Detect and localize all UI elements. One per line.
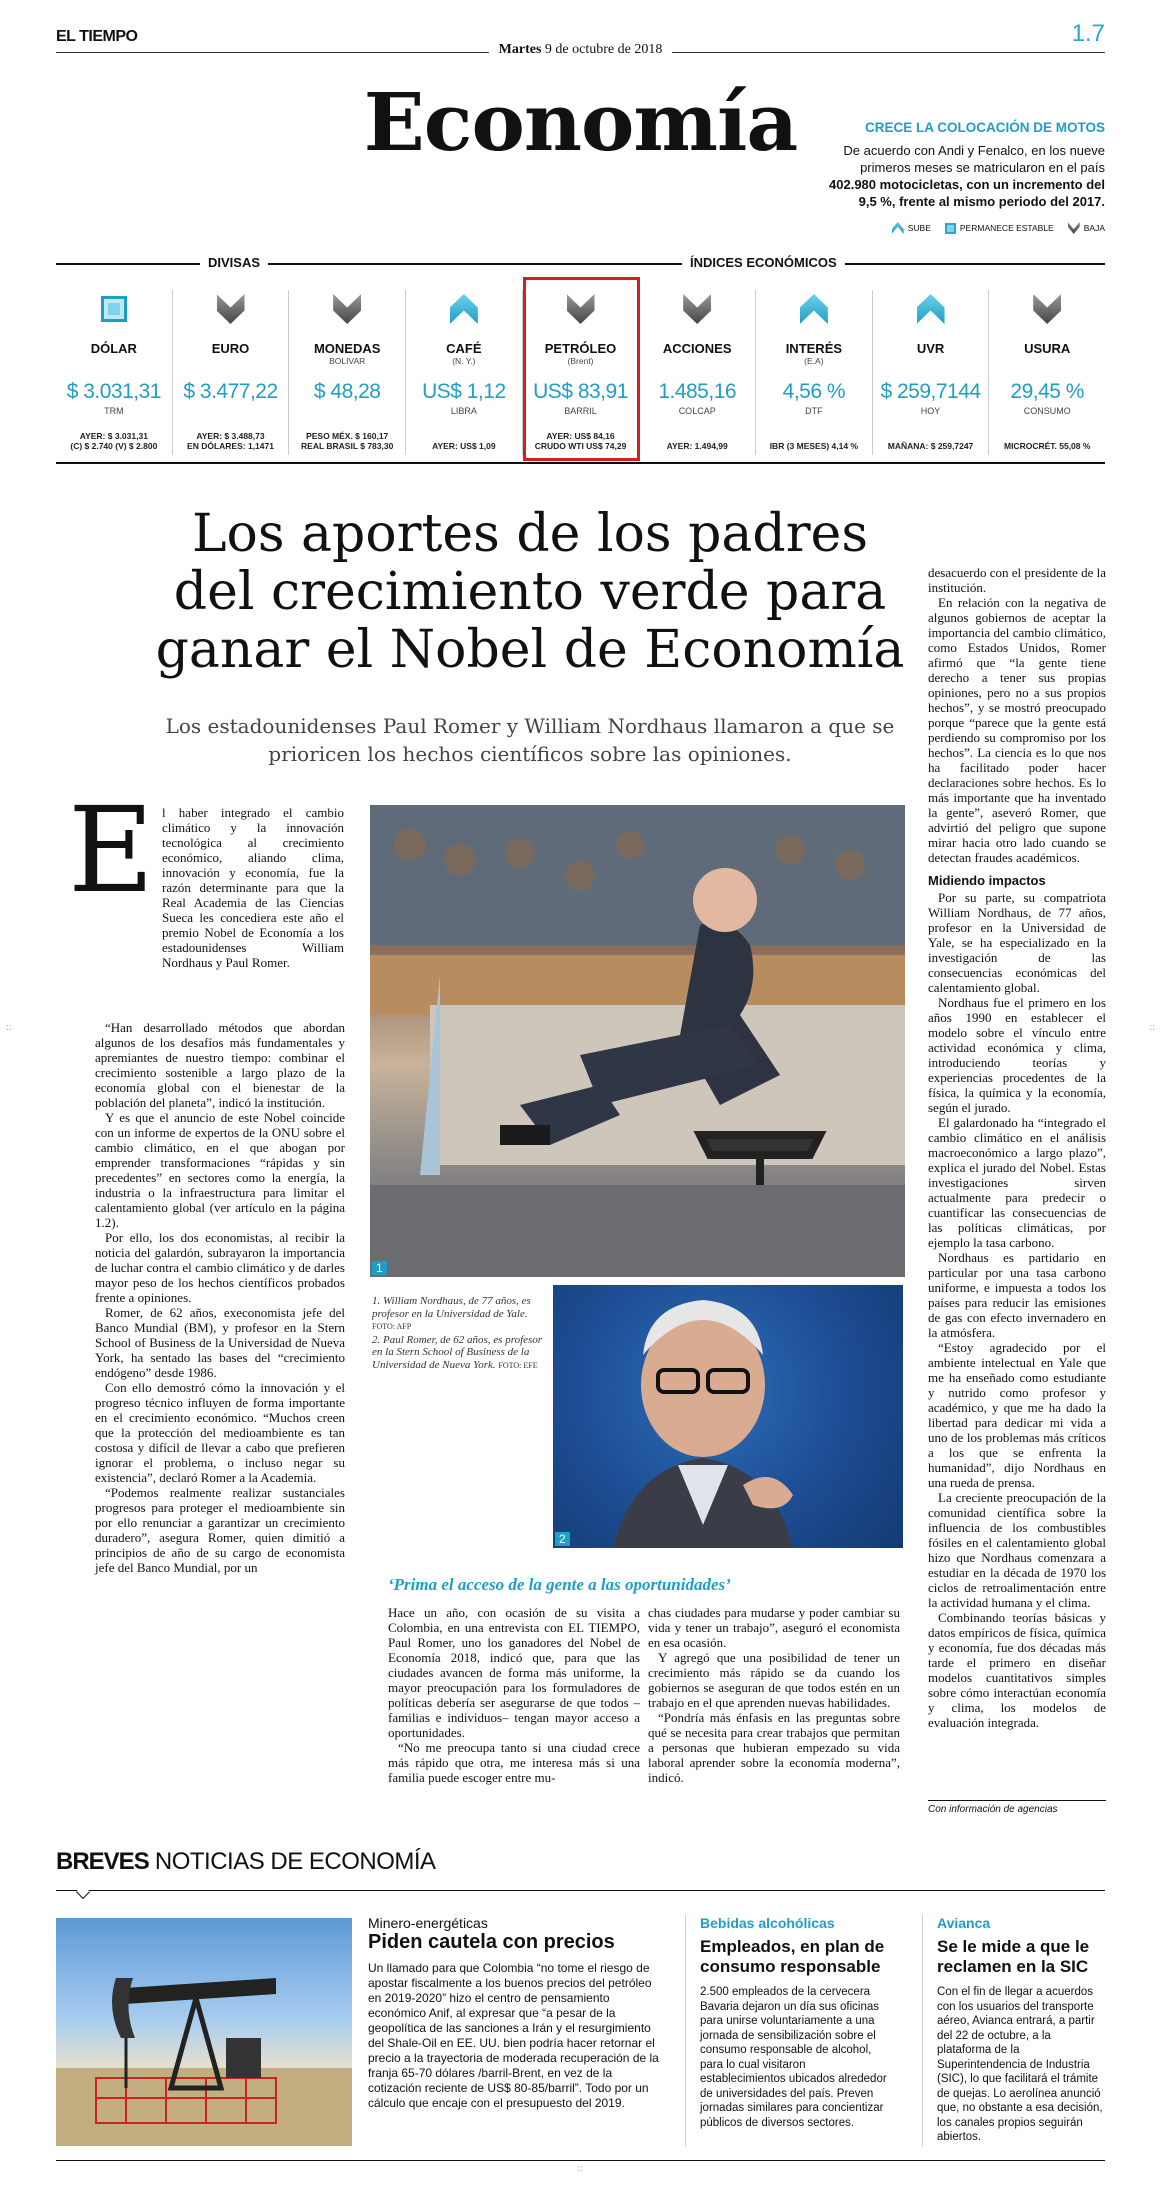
section-title: Economía (363, 75, 798, 169)
indicator-name: UVR (916, 341, 945, 356)
indicator-subname (873, 356, 989, 366)
indicator-unit: BARRIL (564, 406, 597, 416)
indicator-unit: LIBRA (450, 406, 477, 416)
indicator-name: INTERÉS (785, 341, 843, 356)
legend-sube: SUBE (892, 222, 931, 234)
page-number: 1.7 (1071, 20, 1105, 47)
romer-illustration (553, 1285, 903, 1548)
indicator-usura (988, 290, 1105, 455)
indicator-name: USURA (1024, 341, 1071, 356)
indicator-name: ACCIONES (662, 341, 732, 356)
indicator-footnote: AYER: 1.494,99 (666, 441, 728, 451)
indicator-interes (755, 290, 872, 455)
legend-estable: PERMANECE ESTABLE (945, 222, 1054, 234)
indicators-bottom-rule (56, 462, 1105, 464)
brief-mineroenergeticas (368, 1915, 668, 2111)
indicator-value: $ 3.477,22 (183, 380, 278, 403)
oil-pump-illustration (56, 1918, 352, 2146)
brief-kicker: Minero-energéticas (368, 1915, 488, 1931)
indicator-subname (639, 356, 755, 366)
indicator-value: $ 48,28 (313, 380, 381, 403)
brief-text: 2.500 empleados de la cervecera Bavaria dejaron un día sus oficinas para unirse voluntariamente a una jornada de sensibilización sobre el consumo responsable de alcohol, para lo cual visitaron establecimientos ubicados alrededor de universidades del país. Preven jornadas similares para concientizar públicos de diversos sectores. (700, 1986, 887, 2129)
brief-bebidas (700, 1915, 890, 2130)
indicator-name: MONEDAS (313, 341, 381, 356)
breves-notch (76, 1885, 90, 1899)
indices-label: ÍNDICES ECONÓMICOS (682, 255, 845, 270)
indicator-subname: BOLIVAR (329, 356, 366, 366)
column-subhead: Midiendo impactos (928, 873, 1046, 888)
arrow-down-icon (1033, 294, 1061, 324)
photo-captions: 1. William Nordhaus, de 77 años, es profesor en la Universidad de Yale. FOTO: AFP 2. Paul Romer, de 62 años, es profesor en la Stern School of Business de la Universidad de Nueva York. FOTO: EFE (372, 1295, 543, 1371)
article-column-1: “Han desarrollado métodos que abordan algunos de los desafíos más fundamentales y apremiantes de nuestro tiempo: combinar el crecimiento sostenible a largo plazo de la economía global con el bienestar de la población del planeta”, indicó la institución. Y es que el anuncio de este Nobel coincide con un informe de expertos de la ONU sobre el cambio climático, en el que abogan por emprender transformaciones “rápidas y sin precedentes” en sectores como la energía, la industria o la infraestructura para limitar el calentamiento global (ver artículo en la página 1.2). Por ello, los dos economistas, al recibir la noticia del galardón, subrayaron la importancia de luchar contra el cambio climático y de darles mayor peso de los hechos científicos probados frente a opiniones. Romer, de 62 años, execonomista jefe del Banco Mundial (BM), y profesor en la Stern School of Business de la Universidad de Nueva York, ha sentado las bases del “crecimiento endógeno” desde 1986. Con ello demostró cómo la innovación y el progreso técnico influyen de forma importante en el crecimiento económico. “Muchos creen que la protección del medioambiente es tan costosa y difícil de llevar a cabo que prefieren ignorar el problema, o incluso negar su existencia”, declaró Romer a la Academia. “Podemos realmente realizar sustanciales progresos para proteger el medioambiente sin por ello renunciar a garantizar un crecimiento duradero”, asegura Romer, quien dimitió a principios de año de su cargo de economista jefe del Banco Mundial, por un (95, 1020, 345, 1575)
indicator-footnote: MICROCRÉT. 55,08 % (1003, 441, 1091, 451)
indicator-footnote: IBR (3 MESES) 4,14 % (769, 441, 859, 451)
indicator-acciones (638, 290, 755, 455)
brief-title: Empleados, en plan de consumo responsable (700, 1937, 885, 1976)
indicator-value: US$ 1,12 (422, 380, 506, 403)
indicator-monedas (288, 290, 405, 455)
indicator-name: CAFÉ (446, 341, 482, 356)
indicator-footnote: AYER: US$ 1,09 (432, 441, 496, 451)
indicator-name: EURO (211, 341, 250, 356)
indicator-uvr (872, 290, 989, 455)
photo-number-1: 1 (372, 1261, 387, 1275)
petroleo-highlight-box (523, 277, 640, 461)
indicator-value: $ 3.031,31 (66, 380, 161, 403)
motos-note-text: De acuerdo con Andi y Fenalco, en los nueve primeros meses se matricularon en el país 402.980 motocicletas, con un incremento del 9,5 %, frente al mismo periodo del 2017. (829, 143, 1105, 209)
indicator-value: 1.485,16 (658, 380, 737, 403)
indicator-subname (173, 356, 289, 366)
breves-rule (56, 1890, 1105, 1891)
indicator-unit: TRM (104, 406, 124, 416)
trend-legend (820, 222, 1105, 234)
indicator-unit: CONSUMO (1023, 406, 1071, 416)
indicator-footnote: MAÑANA: $ 259,7247 (887, 441, 974, 451)
indicator-unit: DTF (805, 406, 823, 416)
photo-number-2: 2 (555, 1532, 570, 1546)
arrow-down-icon (217, 294, 245, 324)
agencies-credit: Con información de agencias (928, 1800, 1106, 1815)
indicator-subname: (E.A) (804, 356, 824, 366)
drop-cap: E (68, 781, 155, 919)
article-lead: l haber integrado el cambio climático y la innovación tecnológica al crecimiento económico, aliando clima, innovación y economía, fue la razón determinante para que la Real Academia de las Ciencias Sueca les concediera este año el premio Nobel de Economía a los estadounidenses William Nordhaus y Paul Romer. (162, 805, 344, 970)
indicator-footnote: PESO MÉX. $ 160,17 REAL BRASIL $ 783,30 (301, 431, 394, 451)
oil-pump-photo (56, 1918, 352, 2146)
brief-title: Se le mide a que le reclamen en la SIC (937, 1937, 1090, 1976)
square-stable-icon (101, 296, 127, 322)
arrow-down-icon (1068, 222, 1080, 234)
article-headline: Los aportes de los padres del crecimiento verde para ganar el Nobel de Economía (155, 504, 905, 680)
brief-separator (922, 1915, 923, 2147)
indicator-footnote: AYER: $ 3.031,31 (C) $ 2.740 (V) $ 2.800 (70, 431, 158, 451)
indicator-value: $ 259,7144 (880, 380, 981, 403)
indicator-subname: (Brent) (567, 356, 594, 366)
brief-kicker: Avianca (937, 1915, 991, 1931)
article-column-2a: Hace un año, con ocasión de su visita a Colombia, en una entrevista con EL TIEMPO, Paul Romer, uno los ganadores del Nobel de Economía 2018, indicó que, para que las ciudades avancen de forma más uniforme, la mayor preocupación para los formuladores de políticas debería ser asegurarse de que todos –familias e individuos– tengan mayor acceso a oportunidades. “No me preocupa tanto si una ciudad crece más rápido que otra, me interesa más si una familia puede escoger entre mu- (388, 1605, 640, 1785)
photo-romer (553, 1285, 903, 1548)
indicator-value: US$ 83,91 (533, 380, 628, 403)
breves-title: BREVES NOTICIAS DE ECONOMÍA (56, 1848, 436, 1875)
indicator-subname (56, 356, 172, 366)
motos-note-title: CRECE LA COLOCACIÓN DE MOTOS (864, 120, 1105, 135)
photo-nordhaus (370, 805, 905, 1277)
arrow-down-icon (683, 294, 711, 324)
fold-mark-bottom: :: (577, 2163, 583, 2174)
indicator-unit: COLCAP (678, 406, 716, 416)
fold-mark-left: :: (6, 1022, 12, 1033)
arrow-up-icon (450, 294, 478, 324)
issue-date: Martes 9 de octubre de 2018 (0, 42, 1161, 58)
article-column-3: desacuerdo con el presidente de la institución. En relación con la negativa de algunos gobiernos de aceptar la importancia del cambio climático, como Estados Unidos, Romer afirmó que “la gente tiene derecho a tener sus propias opiniones, pero no a sus propios hechos”, y se mostró preocupado porque “parece que la gente está perdiendo su compromiso por los hechos”. La ciencia es lo que nos ha facilitado poder hacer declaraciones sobre hechos. Es lo más importante que ha inventado la gente”, aseveró Romer, que advirtió del peligro que supone mirar hacia otro lado cuando se detectan fraudes académicos. Midiendo impactos Por su parte, su compatriota William Nordhaus, de 77 años, profesor en la Universidad de Yale, se ha especializado en la investigación de las consecuencias económicas del calentamiento global. Nordhaus fue el primero en los años 1990 en establecer el modelo sobre el vínculo entre actividad económica y clima, introduciendo teorías y experiencias procedentes de la física, la química y la economía, según el jurado. El galardonado ha “integrado el cambio climático en el análisis macroeconómico a largo plazo”, explica el jurado del Nobel. Estas investigaciones sirven actualmente para predecir o cuantificar las consecuencias de las políticas climáticas, por ejemplo la tasa carbono. Nordhaus es partidario en particular por una tasa carbono uniforme, e impuesta a todos los países para reducir las emisiones de gas con efecto invernadero en la atmósfera. “Estoy agradecido por el ambiente intelectual en Yale que me ha enseñado como estudiante y nutrido como profesor y académico, y que me ha dado la libertad para dedicar mi vida a uno de los problemas más críticos a los que se enfrenta la humanidad”, dijo Nordhaus en una rueda de prensa. La creciente preocupación de la comunidad científica sobre la influencia de los combustibles fósiles en el calentamiento global hizo que Nordhaus comenzara a estudiar en la década de 1970 los ciclos de retroalimentación entre la actividad humana y el clima. Combinando teorías básicas y datos empíricos de física, química y economía, fue dos décadas más tarde el primero en diseñar modelos cuantitativos simples sobre cómo interactúan economía y clima, los modelos de evaluación integrada. (928, 565, 1106, 1730)
indicator-value: 29,45 % (1010, 380, 1084, 403)
arrow-up-icon (892, 222, 904, 234)
indicator-footnote: AYER: US$ 84,16 CRUDO WTI US$ 74,29 (534, 431, 627, 451)
article-column-2b: chas ciudades para mudarse y poder cambiar su vida y tener un trabajo”, aseguró el economista en esa ocasión. Y agregó que una posibilidad de tener un crecimiento más rápido se da cuando los gobiernos se aseguran de que todos estén en un trabajo en el que aprenden nuevas habilidades. “Pondría más énfasis en las preguntas sobre qué se necesita para crear trabajos que permitan a personas que hubieran empezado su vida laboral aprender sobre la economía moderna”, indicó. (648, 1605, 900, 1785)
square-stable-icon (945, 223, 956, 234)
brief-title: Piden cautela con precios (368, 1931, 615, 1953)
indicator-subname: (N. Y.) (452, 356, 476, 366)
subhead: ‘Prima el acceso de la gente a las oportunidades’ (388, 1575, 731, 1594)
indicator-name: PETRÓLEO (544, 341, 617, 356)
legend-baja: BAJA (1068, 222, 1105, 234)
indicator-cafe (405, 290, 522, 455)
brief-separator (685, 1915, 686, 2147)
brief-kicker: Bebidas alcohólicas (700, 1915, 835, 1931)
brief-text: Un llamado para que Colombia “no tome el riesgo de apostar fiscalmente a los buenos precios del petróleo en 2019-2020” hizo el centro de pensamiento económico Anif, al expresar que “a pesar de la geopolítica de las sanciones a Irán y el resurgimiento del Shale-Oil en EE. UU. bien podría hacer retornar el precio a la trayectoria de moderada recuperación de la franja 65-70 dólares /barril-Brent, en vez de la cotización reciente de US$ 80-85/barril”. Todo por un cálculo que encaje con el presupuesto del 2019. (368, 1961, 659, 2110)
arrow-up-icon (917, 294, 945, 324)
nordhaus-illustration (370, 805, 905, 1277)
page-bottom-rule (56, 2160, 1105, 2161)
indicator-unit: HOY (920, 406, 941, 416)
indicator-name: DÓLAR (90, 341, 137, 356)
newspaper-name: EL TIEMPO (56, 28, 138, 45)
article-deck: Los estadounidenses Paul Romer y William Nordhaus llamaron a que se prioricen los hechos científicos sobre las opiniones. (165, 714, 895, 766)
brief-avianca (937, 1915, 1107, 2145)
indicator-value: 4,56 % (782, 380, 846, 403)
arrow-up-icon (800, 294, 828, 324)
divisas-label: DIVISAS (200, 255, 268, 270)
indicator-euro (172, 290, 289, 455)
arrow-down-icon (333, 294, 361, 324)
indicator-dolar (56, 290, 172, 455)
indicator-footnote: AYER: $ 3.488,73 EN DÓLARES: 1,1471 (187, 431, 274, 451)
indicator-subname (989, 356, 1105, 366)
brief-text: Con el fin de llegar a acuerdos con los usuarios del transporte aéreo, Avianca entrará, a partir del 22 de octubre, a la plataforma de la Superintendencia de Industria (SIC), lo que facilitará el trámite de quejas. Lo aerolínea anunció que, no obstante a esa decisión, los canales propios seguirán abiertos. (937, 1986, 1103, 2143)
fold-mark-right: :: (1149, 1022, 1155, 1033)
